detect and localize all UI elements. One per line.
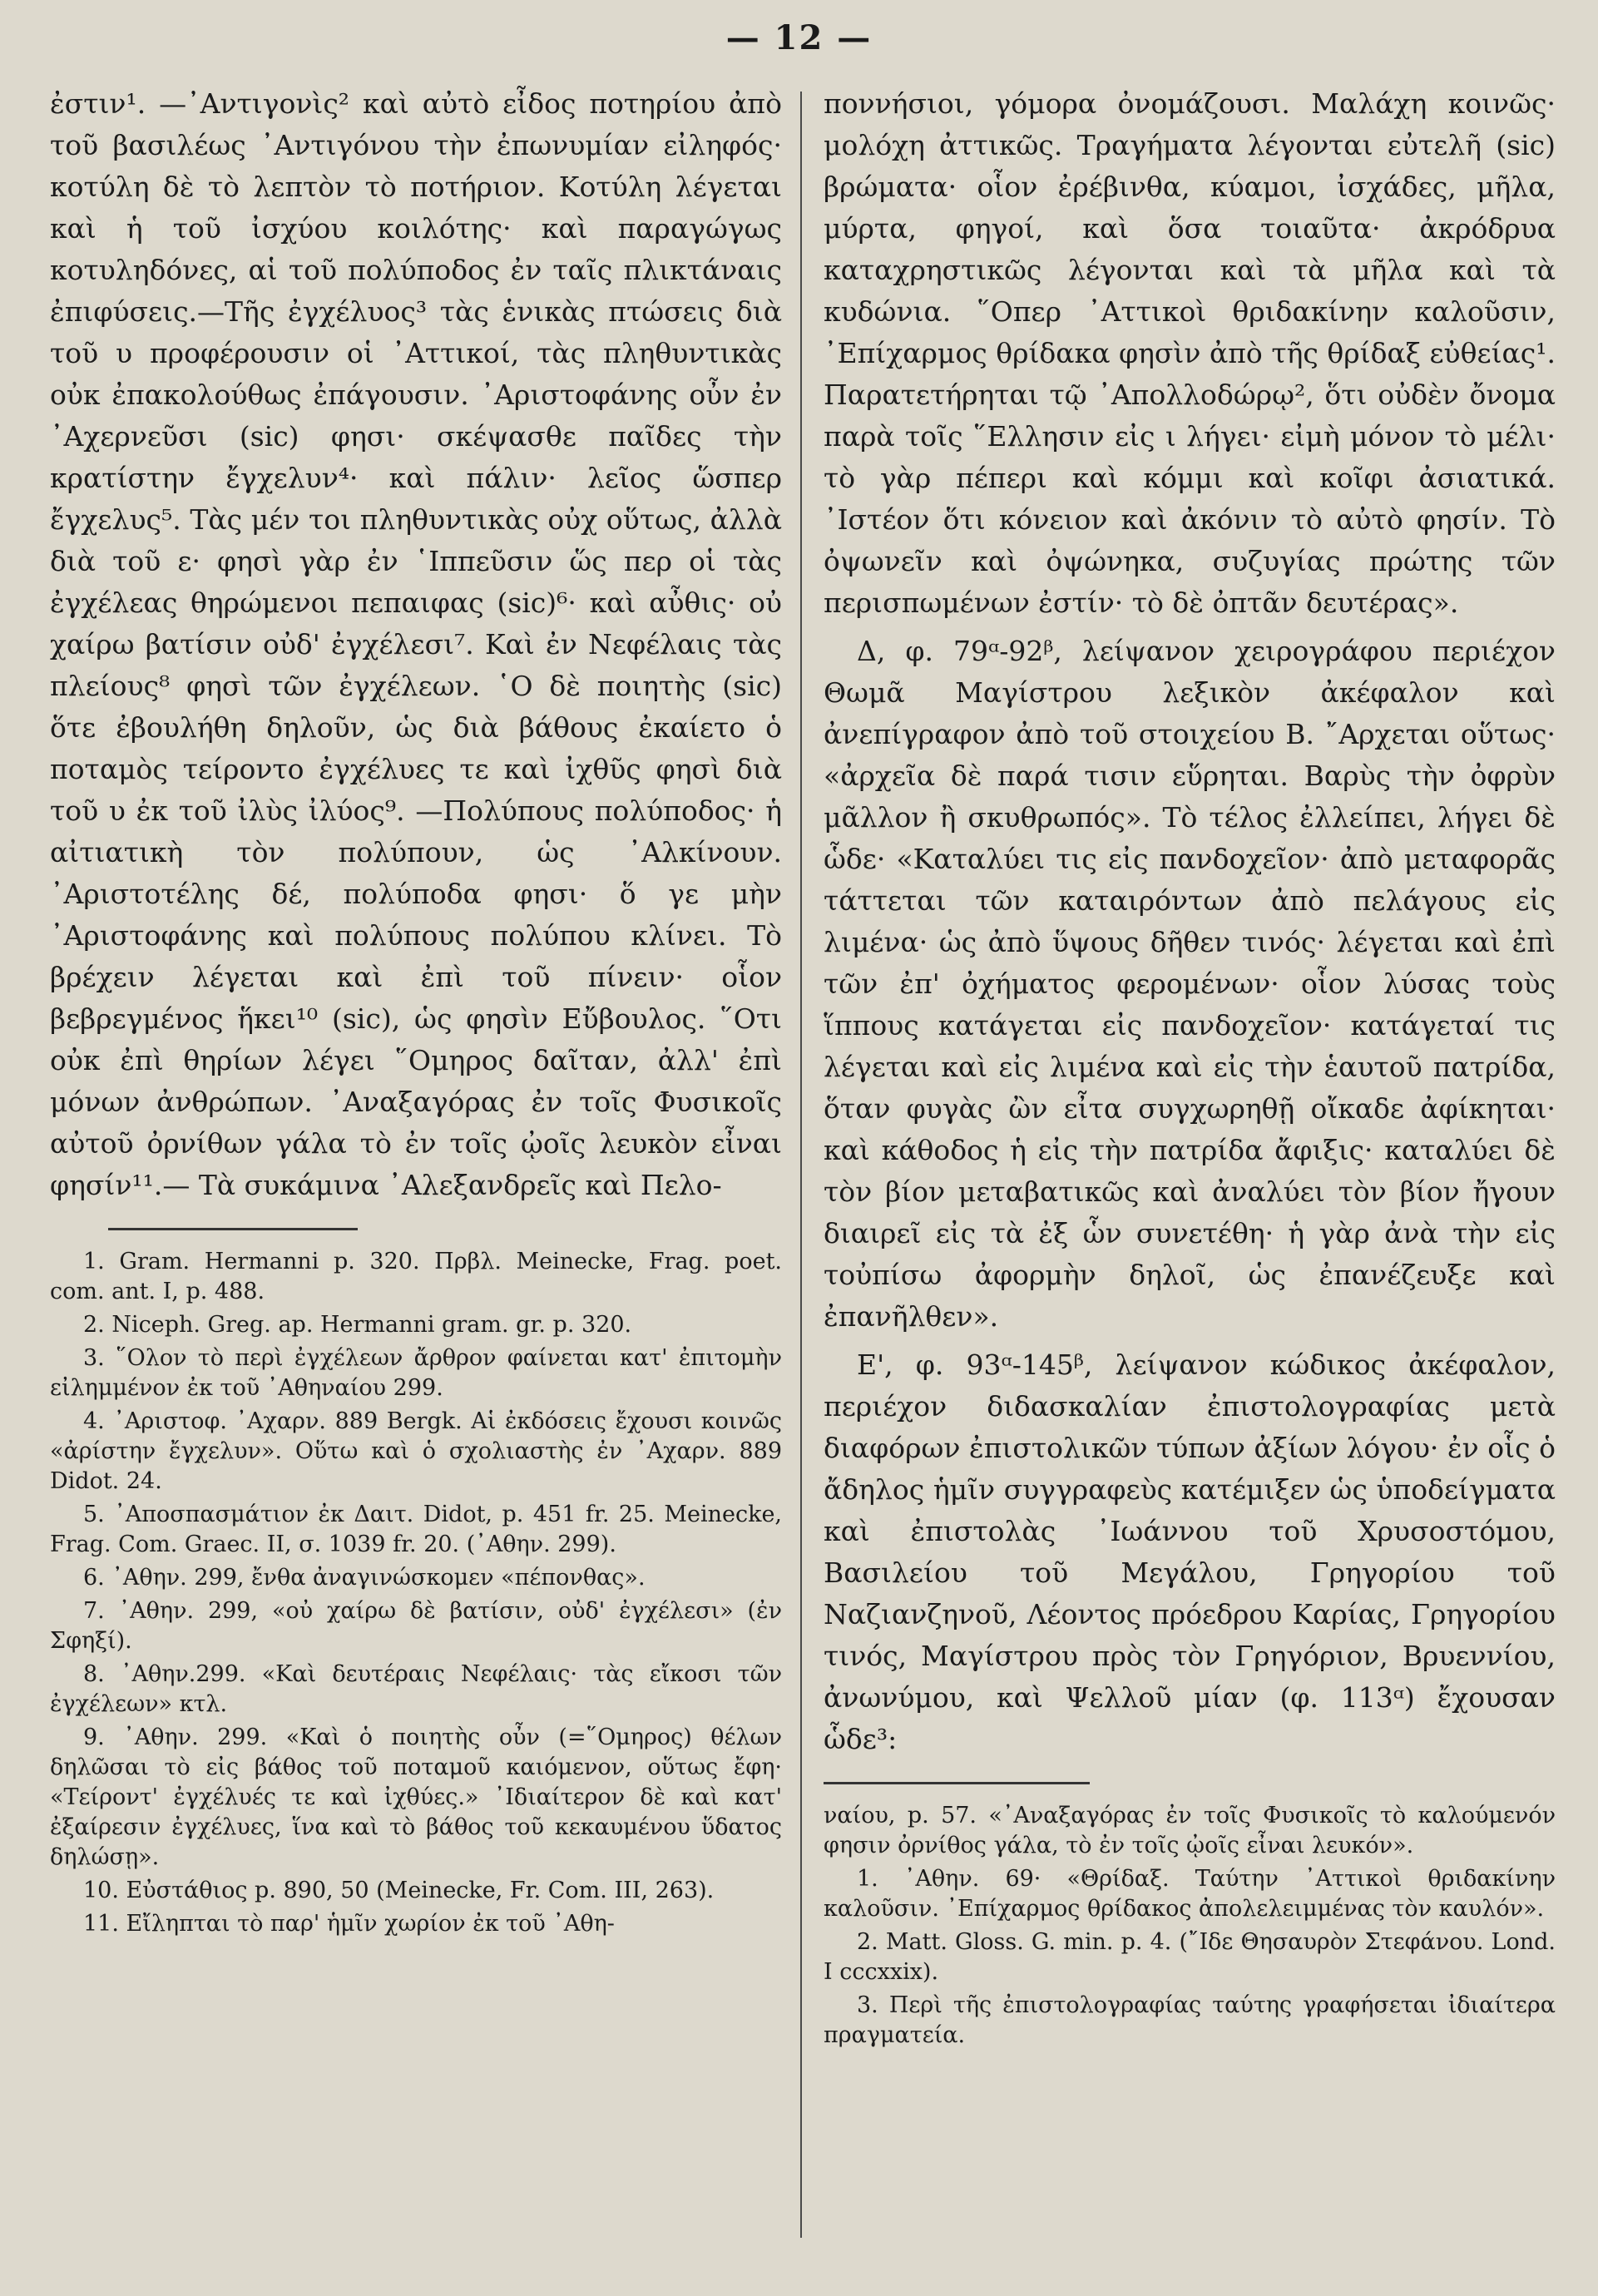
footnote-5: 5. ᾽Αποσπασμάτιον ἐκ Δαιτ. Didot, p. 451 fr. 25. Meinecke, Frag. Com. Graec. II, σ. 1039 fr. 20. (᾽Αθην. 299). <box>50 1502 782 1557</box>
footnote-separator <box>824 1782 1090 1784</box>
footnote-11: 11. Εἴληπται τὸ παρ' ἡμῖν χωρίον ἐκ τοῦ ᾽Αθη- <box>83 1911 615 1937</box>
footnote-r2: 2. Matt. Gloss. G. min. p. 4. (῎Ιδε Θησαυρὸν Στεφάνου. Lond. I cccxxix). <box>824 1929 1556 1985</box>
footnote-9: 9. ᾽Αθην. 299. «Καὶ ὁ ποιητὴς οὖν (=῞Ομηρος) θέλων δηλῶσαι τὸ εἰς βάθος τοῦ ποταμοῦ καιόμενον, οὕτως ἔφη· «Τείροντ' ἐγχέλυές τε καὶ ἰχθύες.» ᾽Ιδιαίτερον δὲ καὶ κατ' ἐξαίρεσιν ἐγχέλυες, ἵνα καὶ τὸ βάθος τοῦ κεκαυμένου ὕδατος δηλώσῃ». <box>50 1724 782 1870</box>
footnote-10: 10. Εὐστάθιος p. 890, 50 (Meinecke, Fr. Com. III, 263). <box>83 1878 715 1903</box>
right-paragraph-3: Ε', φ. 93ᵅ-145ᵝ, λείψανον κώδικος ἀκέφαλον, περιέχον διδασκαλίαν ἐπιστολογραφίας μετὰ διαφόρων ἐπιστολικῶν τύπων ἀξίων λόγου· ἐν οἷς ὁ ἄδηλος ἡμῖν συγγραφεὺς κατέμιξεν ὡς ὑποδείγματα καὶ ἐπιστολὰς ᾽Ιωάννου τοῦ Χρυσοστόμου, Βασιλείου τοῦ Μεγάλου, Γρηγορίου τοῦ Ναζιανζηνοῦ, Λέοντος πρόεδρου Καρίας, Γρηγορίου τινός, Μαγίστρου πρὸς τὸν Γρηγόριον, Βρυεννίου, ἀνωνύμου, καὶ Ψελλοῦ μίαν (φ. 113ᵅ) ἔχουσαν ὧδε³: <box>824 1348 1556 1755</box>
right-paragraph-1: ποννήσιοι, γόμορα ὀνομάζουσι. Μαλάχη κοινῶς· μολόχη ἀττικῶς. Τραγήματα λέγονται εὐτελῆ (sic) βρώματα· οἷον ἐρέβινθα, κύαμοι, ἰσχάδες, μῆλα, μύρτα, φηγοί, καὶ ὅσα τοιαῦτα· ἀκρόδρυα καταχρηστικῶς λέγονται καὶ τὰ μῆλα καὶ τὰ κυδώνια. ῞Οπερ ᾽Αττικοὶ θριδακίνην καλοῦσιν, ᾽Επίχαρμος θρίδακα φησὶν ἀπὸ τῆς θρίδαξ εὐθείας¹. Παρατετήρηται τῷ ᾽Απολλοδώρῳ², ὅτι οὐδὲν ὄνομα παρὰ τοῖς ῞Ελλησιν εἰς ι λήγει· εἰμὴ μόνον τὸ μέλι· τὸ γὰρ πέπερι καὶ κόμμι καὶ κοῖφι ἀσιατικά. ᾽Ιστέον ὅτι κόνειον καὶ ἀκόνιν τὸ αὐτὸ φησίν. Τὸ ὀψωνεῖν καὶ ὀψώνηκα, συζυγίας πρώτης τῶν περισπωμένων ἐστίν· τὸ δὲ ὀπτᾶν δευτέρας». <box>824 87 1556 619</box>
right-paragraph-2: Δ, φ. 79ᵅ-92ᵝ, λείψανον χειρογράφου περιέχον Θωμᾶ Μαγίστρου λεξικὸν ἀκέφαλον καὶ ἀνεπίγραφον ἀπὸ τοῦ στοιχείου Β. ῎Αρχεται οὕτως· «ἀρχεῖα δὲ παρά τισιν εὕρηται. Βαρὺς τὴν ὀφρὺν μᾶλλον ἢ σκυθρωπός». Τὸ τέλος ἐλλείπει, λήγει δὲ ὧδε· «Καταλύει τις εἰς πανδοχεῖον· ἀπὸ μεταφορᾶς τάττεται τῶν καταιρόντων ἀπὸ πελάγους εἰς λιμένα· ὡς ἀπὸ ὕψους δῆθεν τινός· λέγεται καὶ ἐπὶ τῶν ἐπ' ὀχήματος φερομένων· οἷον λύσας τοὺς ἵππους κατάγεται εἰς πανδοχεῖον· κατάγεταί τις λέγεται καὶ εἰς λιμένα καὶ εἰς τὴν ἑαυτοῦ πατρίδα, ὅταν φυγὰς ὢν εἶτα συγχωρηθῇ οἴκαδε ἀφίκηται· καὶ κάθοδος ἡ εἰς τὴν πατρίδα ἄφιξις· καταλύει δὲ τὸν βίον μεταβατικῶς καὶ ἀναλύει τὸν βίον ἤγουν διαιρεῖ εἰς τὰ ἐξ ὧν συνετέθη· ἡ γὰρ ἀνὰ τὴν εἰς τοὐπίσω ἀφορμὴν δηλοῖ, ὡς ἐπανέζευξε καὶ ἐπανῆλθεν». <box>824 635 1556 1333</box>
page-number: — 12 — <box>725 18 873 57</box>
left-body-text <box>50 83 782 1206</box>
footnote-r3: 3. Περὶ τῆς ἐπιστολογραφίας ταύτης γραφήσεται ἰδιαίτερα πραγματεία. <box>824 1992 1556 2048</box>
left-paragraph: ἐστιν¹. —᾽Αντιγονὶς² καὶ αὐτὸ εἶδος ποτηρίου ἀπὸ τοῦ βασιλέως ᾽Αντιγόνου τὴν ἐπωνυμίαν εἰληφός· κοτύλη δὲ τὸ λεπτὸν τὸ ποτήριον. Κοτύλη λέγεται καὶ ἡ τοῦ ἰσχύου κοιλότης· καὶ παραγώγως κοτυληδόνες, αἱ τοῦ πολύποδος ἐν ταῖς πλικτάναις ἐπιφύσεις.—Τῆς ἐγχέλυος³ τὰς ἑνικὰς πτώσεις διὰ τοῦ υ προφέρουσιν οἱ ᾽Αττικοί, τὰς πληθυντικὰς οὐκ ἐπακολούθως ἐπάγουσιν. ᾽Αριστοφάνης οὖν ἐν ᾽Αχερνεῦσι (sic) φησι· σκέψασθε παῖδες τὴν κρατίστην ἔγχελυν⁴· καὶ πάλιν· λεῖος ὥσπερ ἔγχελυς⁵. Τὰς μέν τοι πληθυντικὰς οὐχ οὕτως, ἀλλὰ διὰ τοῦ ε· φησὶ γὰρ ἐν ῾Ιππεῦσιν ὥς περ οἱ τὰς ἐγχέλεας θηρώμενοι πεπαιφας (sic)⁶· καὶ αὖθις· οὐ χαίρω βατίσιν οὐδ' ἐγχέλεσι⁷. Καὶ ἐν Νεφέλαις τὰς πλείους⁸ φησὶ τῶν ἐγχέλεων. ῾Ο δὲ ποιητὴς (sic) ὅτε ἐβουλήθη δηλοῦν, ὡς διὰ βάθους ἐκαίετο ὁ ποταμὸς τείροντο ἐγχέλυες τε καὶ ἰχθῦς φησὶ διὰ τοῦ υ ἐκ τοῦ ἰλὺς ἰλύος⁹. —Πολύπους πολύποδος· ἡ αἰτιατικὴ τὸν πολύπουν, ὡς ᾽Αλκίνουν. ᾽Αριστοτέλης δέ, πολύποδα φησι· ὅ γε μὴν ᾽Αριστοφάνης καὶ πολύπους πολύπου κλίνει. Τὸ βρέχειν λέγεται καὶ ἐπὶ τοῦ πίνειν· οἷον βεβρεγμένος ἥκει¹⁰ (sic), ὡς φησὶν Εὔβουλος. ῞Οτι οὐκ ἐπὶ θηρίων λέγει ῞Ομηρος δαῖταν, ἀλλ' ἐπὶ μόνων ἀνθρώπων. ᾽Αναξαγόρας ἐν τοῖς Φυσικοῖς αὐτοῦ ὀρνίθων γάλα τὸ ἐν τοῖς ᾠοῖς λευκὸν εἶναι φησίν¹¹.— Τὰ συκάμινα ᾽Αλεξανδρεῖς καὶ Πελο- <box>50 87 782 1201</box>
footnote-separator <box>108 1228 358 1230</box>
footnote-7: 7. ᾽Αθην. 299, «οὐ χαίρω δὲ βατίσιν, οὐδ' ἐγχέλεσι» (ἐν Σφηξί). <box>50 1598 782 1654</box>
footnote-r1: 1. ᾽Αθην. 69· «Θρίδαξ. Ταύτην ᾽Αττικοὶ θριδακίνην καλοῦσιν. ᾽Επίχαρμος θρίδακος ἀπολελειμμένας τὸν καυλόν». <box>824 1866 1556 1922</box>
right-column <box>824 83 1556 2054</box>
footnote-4: 4. ᾽Αριστοφ. ᾽Αχαρν. 889 Bergk. Αἱ ἐκδόσεις ἔχουσι κοινῶς «ἀρίστην ἔγχελυν». Οὕτω καὶ ὁ σχολιαστὴς ἐν ᾽Αχαρν. 889 Didot. 24. <box>50 1408 782 1494</box>
footnote-2: 2. Niceph. Greg. ap. Hermanni gram. gr. p. 320. <box>83 1312 632 1338</box>
column-divider <box>800 92 802 2238</box>
footnote-3: 3. ῞Ολον τὸ περὶ ἐγχέλεων ἄρθρον φαίνεται κατ' ἐπιτομὴν εἰλημμένον ἐκ τοῦ ᾽Αθηναίου 299. <box>50 1345 782 1401</box>
footnote-6: 6. ᾽Αθην. 299, ἔνθα ἀναγινώσκομεν «πέπονθας». <box>83 1565 646 1591</box>
right-footnotes <box>824 1801 1556 2051</box>
left-column <box>50 83 782 1942</box>
footnote-8: 8. ᾽Αθην.299. «Καὶ δευτέραις Νεφέλαις· τὰς εἴκοσι τῶν ἐγχέλεων» κτλ. <box>50 1661 782 1717</box>
footnote-11-continued: ναίου, p. 57. «᾽Αναξαγόρας ἐν τοῖς Φυσικοῖς τὸ καλούμενόν φησιν ὀρνίθος γάλα, τὸ ἐν τοῖς ᾠοῖς εἶναι λευκόν». <box>824 1803 1556 1858</box>
left-footnotes <box>50 1247 782 1939</box>
footnote-1: 1. Gram. Hermanni p. 320. Πρβλ. Meinecke, Frag. poet. com. ant. I, p. 488. <box>50 1249 782 1304</box>
right-body-text <box>824 83 1556 1760</box>
